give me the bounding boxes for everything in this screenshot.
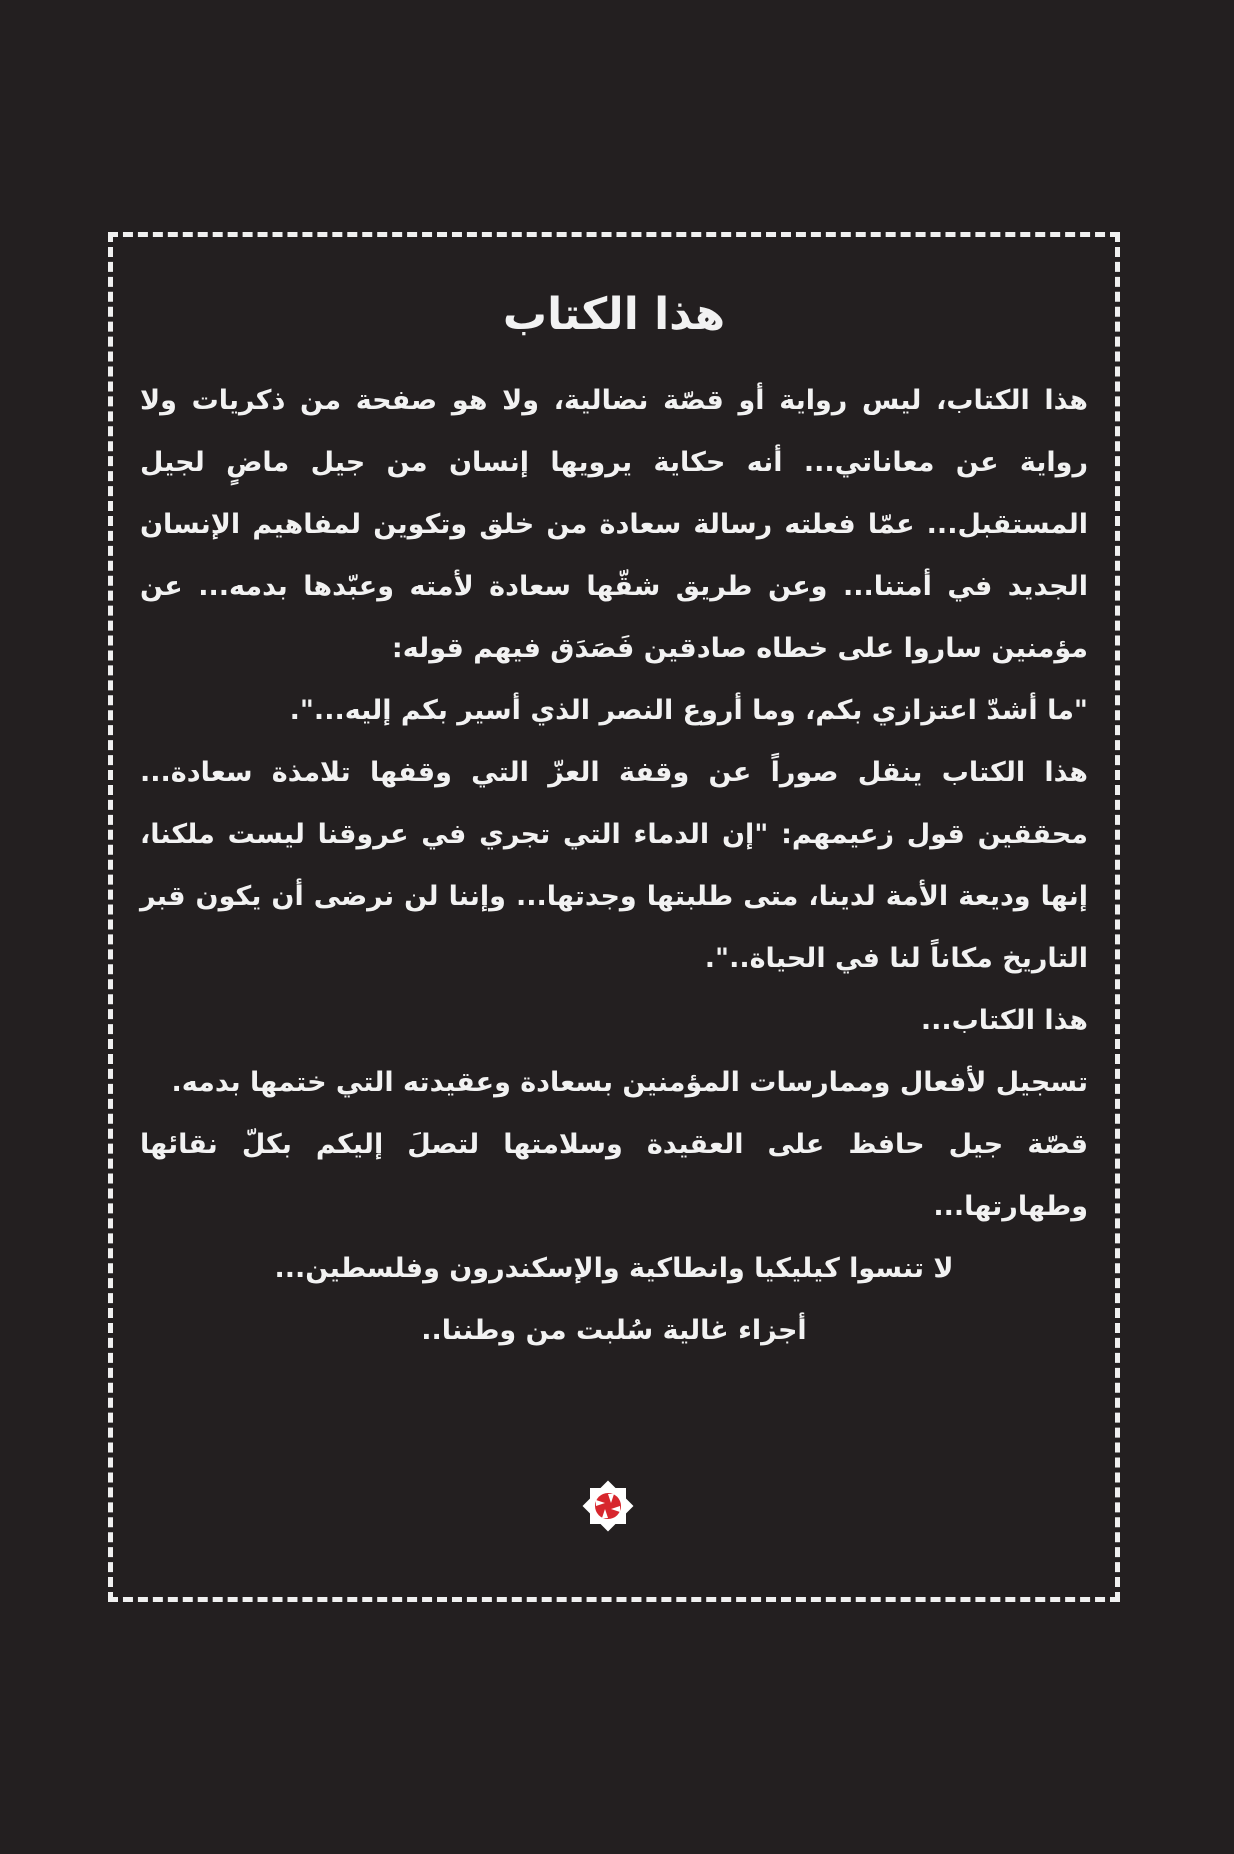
paragraph-3: هذا الكتاب ينقل صوراً عن وقفة العزّ التي وقفها تلامذة سعادة... محققين قول زعيمهم: "إن الدماء التي تجري في عروقنا ليست ملكنا، إنها وديعة الأمة لدينا، متى طلبتها وجدتها... وإننا لن نرضى أن يكون قبر التاريخ مكاناً لنا في الحياة..".: [140, 757, 1088, 974]
paragraph-2: "ما أشدّ اعتزازي بكم، وما أروع النصر الذي أسير بكم إليه...".: [289, 695, 1088, 726]
paragraph-6: قصّة جيل حافظ على العقيدة وسلامتها لتصلَ إليكم بكلّ نقائها وطهارتها...: [140, 1129, 1088, 1222]
paragraph-5: تسجيل لأفعال وممارسات المؤمنين بسعادة وعقيدته التي ختمها بدمه.: [171, 1067, 1088, 1098]
paragraph-1: هذا الكتاب، ليس رواية أو قصّة نضالية، ولا هو صفحة من ذكريات ولا رواية عن معاناتي... أنه حكاية يرويها إنسان من جيل ماضٍ لجيل المستقبل... عمّا فعلته رسالة سعادة من خلق وتكوين لمفاهيم الإنسان الجديد في أمتنا... وعن طريق شقّها سعادة لأمته وعبّدها بدمه... عن مؤمنين ساروا على خطاه صادقين فَصَدَق فيهم قوله:: [140, 385, 1088, 664]
paragraph-4: هذا الكتاب...: [920, 1005, 1088, 1036]
closing-line-2: أجزاء غالية سُلبت من وطننا..: [421, 1315, 807, 1346]
page-title: هذا الكتاب: [502, 289, 726, 340]
content-area: [140, 280, 1088, 1530]
emblem-icon: [568, 1466, 648, 1546]
closing-line-1: لا تنسوا كيليكيا وانطاكية والإسكندرون وفلسطين...: [274, 1253, 954, 1284]
